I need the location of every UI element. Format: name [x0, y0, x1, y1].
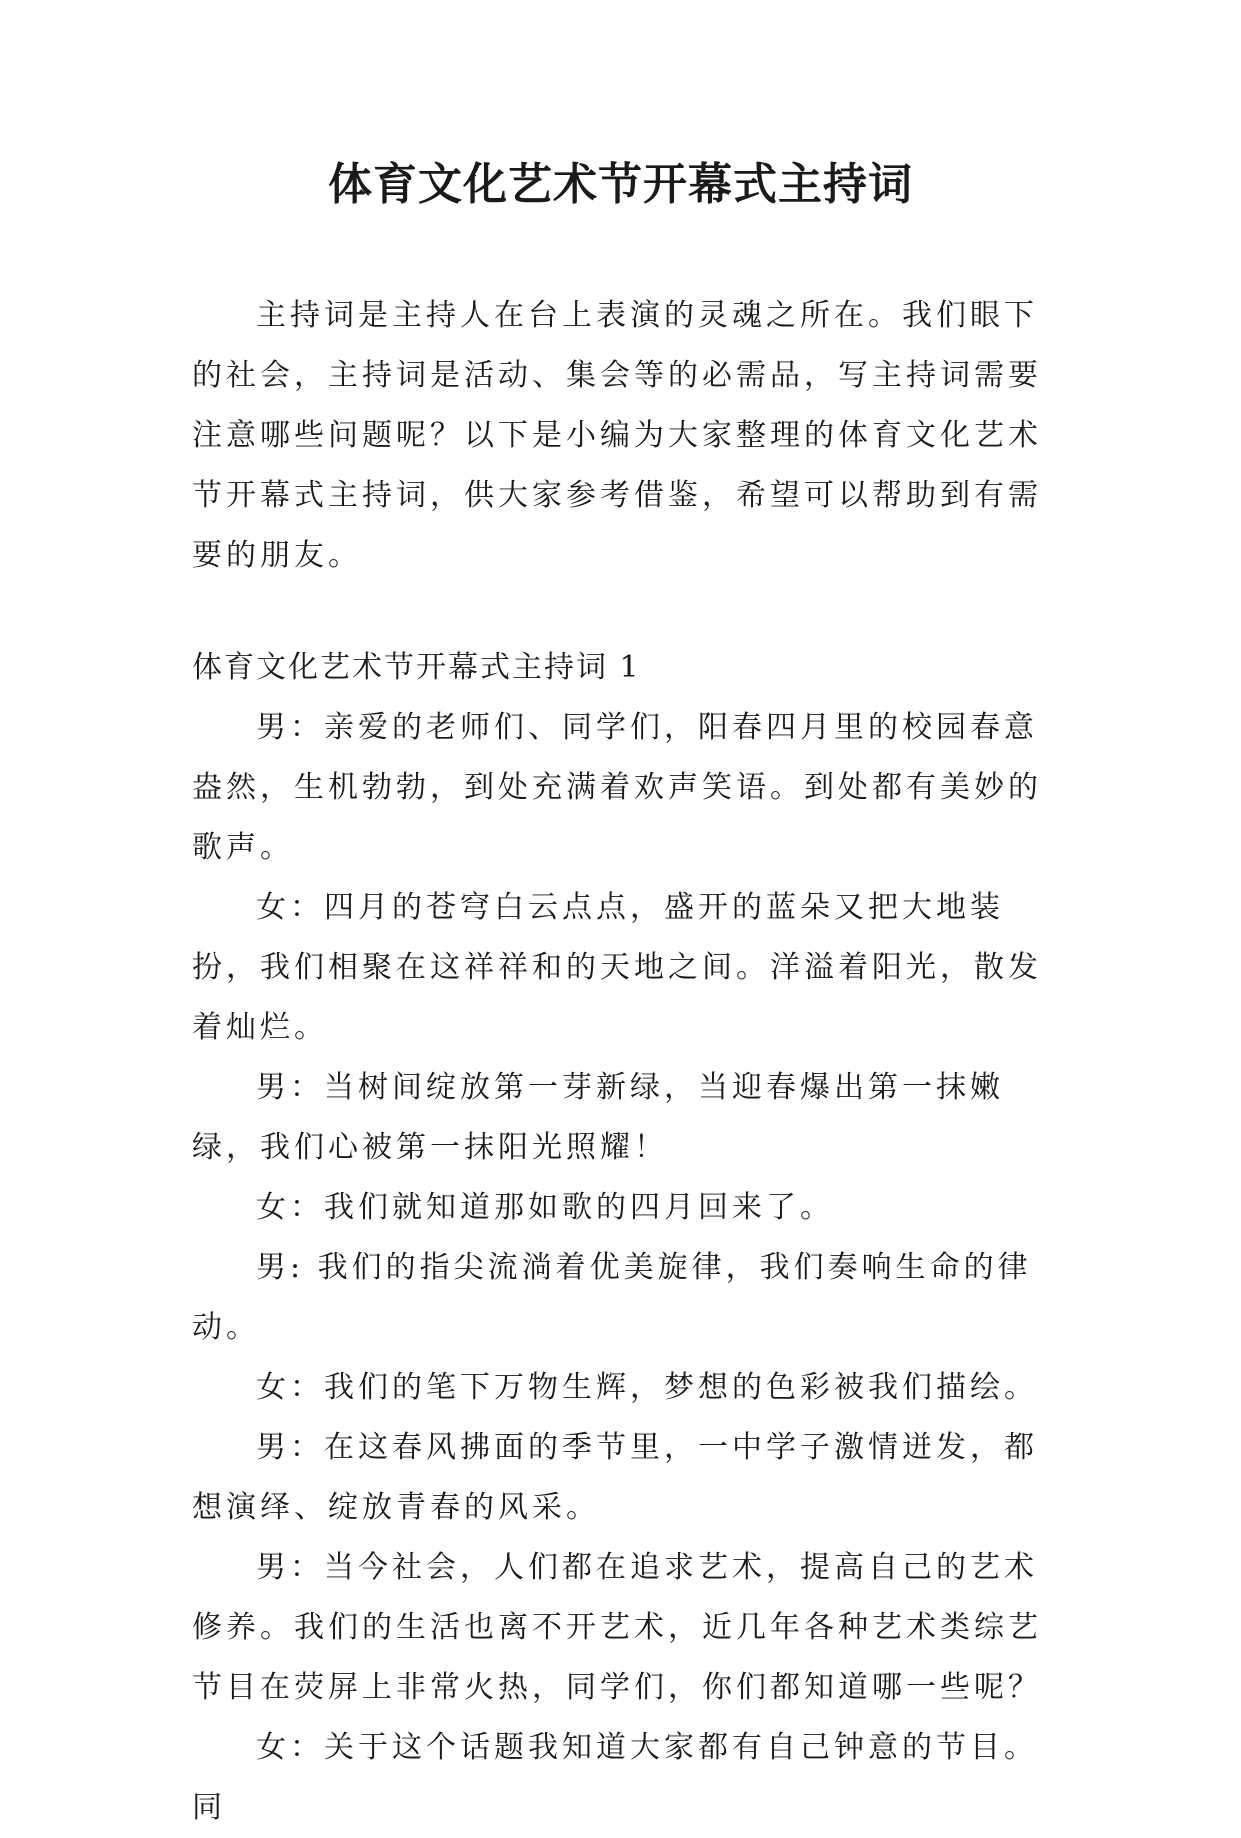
- section-block: [192, 638, 1050, 1838]
- dialogue-paragraph: 女：我们就知道那如歌的四月回来了。: [256, 1190, 834, 1225]
- dialogue-paragraph: 男: 我们的指尖流淌着优美旋律，我们奏响生命的律动。: [192, 1250, 1032, 1345]
- intro-paragraph: 主持词是主持人在台上表演的灵魂之所在。我们眼下的社会，主持词是活动、集会等的必需品，写主持词需要注意哪些问题呢？以下是小编为大家整理的体育文化艺术节开幕式主持词，供大家参考借鉴，希望可以帮助到有需要的朋友。: [192, 298, 1042, 573]
- dialogue-paragraph: 男：当今社会，人们都在追求艺术，提高自己的艺术修养。我们的生活也离不开艺术，近几年各种艺术类综艺节目在荧屏上非常火热，同学们，你们都知道哪一些呢？: [192, 1550, 1042, 1705]
- section-heading: 体育文化艺术节开幕式主持词 1: [192, 650, 641, 685]
- dialogue-paragraph: 男：在这春风拂面的季节里，一中学子激情迸发，都想演绎、绽放青春的风采。: [192, 1430, 1038, 1525]
- dialogue-paragraph: 女：关于这个话题我知道大家都有自己钟意的节目。同: [192, 1730, 1038, 1825]
- dialogue-paragraph: 女：我们的笔下万物生辉，梦想的色彩被我们描绘。: [256, 1370, 1038, 1405]
- dialogue-paragraph: 女：四月的苍穹白云点点，盛开的蓝朵又把大地装扮，我们相聚在这祥祥和的天地之间。洋溢着阳光，散发着灿烂。: [192, 890, 1042, 1045]
- intro-block: [192, 286, 1050, 586]
- dialogue-paragraph: 男：当树间绽放第一芽新绿，当迎春爆出第一抹嫩绿，我们心被第一抹阳光照耀！: [192, 1070, 1004, 1165]
- document-title: 体育文化艺术节开幕式主持词: [328, 159, 913, 210]
- dialogue-paragraph: 男：亲爱的老师们、同学们，阳春四月里的校园春意盎然，生机勃勃，到处充满着欢声笑语。到处都有美妙的歌声。: [192, 710, 1042, 865]
